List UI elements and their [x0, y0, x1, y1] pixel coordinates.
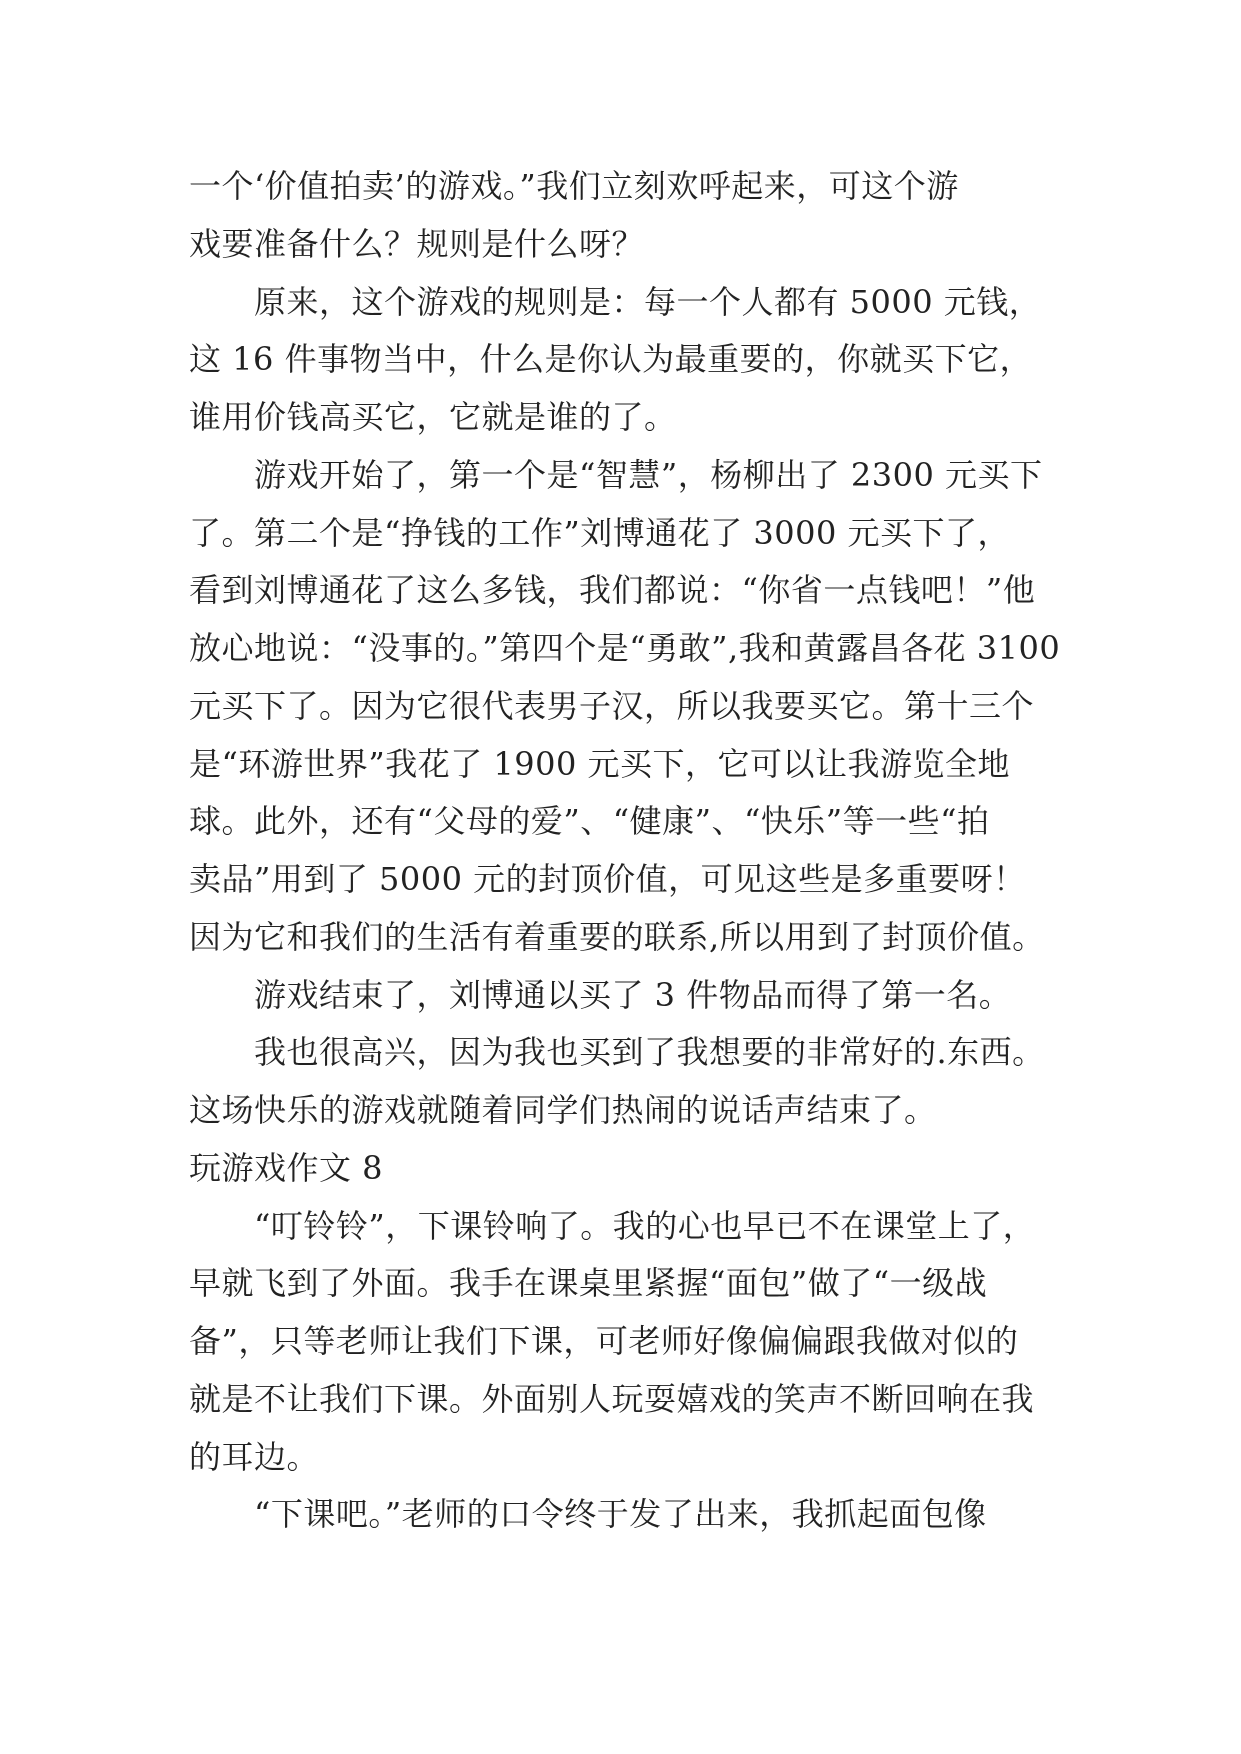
paragraph-start-line: 我也很高兴，因为我也买到了我想要的非常好的.东西。 — [254, 1033, 1045, 1071]
text-line: 戏要准备什么？规则是什么呀？ — [189, 225, 645, 263]
text-line: 看到刘博通花了这么多钱，我们都说：“你省一点钱吧！”他 — [189, 571, 1036, 609]
text-line: 就是不让我们下课。外面别人玩耍嬉戏的笑声不断回响在我 — [189, 1380, 1035, 1418]
text-line: 谁用价钱高买它，它就是谁的了。 — [189, 398, 677, 436]
paragraph-start-line: 原来，这个游戏的规则是：每一个人都有 5000 元钱， — [254, 283, 1042, 321]
text-line: 了。第二个是“挣钱的工作”刘博通花了 3000 元买下了， — [189, 514, 1011, 552]
text-line: 早就飞到了外面。我手在课桌里紧握“面包”做了“一级战 — [189, 1264, 988, 1302]
paragraph-start-line: “叮铃铃”，下课铃响了。我的心也早已不在课堂上了， — [254, 1207, 1036, 1245]
text-line: 这场快乐的游戏就随着同学们热闹的说话声结束了。 — [189, 1091, 937, 1129]
paragraph-start-line: “下课吧。”老师的口令终于发了出来，我抓起面包像 — [254, 1495, 987, 1533]
section-heading: 玩游戏作文 8 — [189, 1149, 384, 1187]
paragraph-start-line: 游戏开始了，第一个是“智慧”，杨柳出了 2300 元买下 — [254, 456, 1043, 494]
text-line: 是“环游世界”我花了 1900 元买下，它可以让我游览全地 — [189, 745, 1011, 783]
text-line: 因为它和我们的生活有着重要的联系,所以用到了封顶价值。 — [189, 918, 1045, 956]
text-line: 球。此外，还有“父母的爱”、“健康”、“快乐”等一些“拍 — [189, 802, 990, 840]
paragraph-start-line: 游戏结束了，刘博通以买了 3 件物品而得了第一名。 — [254, 976, 1012, 1014]
text-line: 这 16 件事物当中，什么是你认为最重要的，你就买下它， — [189, 340, 1033, 378]
text-line: 元买下了。因为它很代表男子汉，所以我要买它。第十三个 — [189, 687, 1035, 725]
text-line: 一个‘价值拍卖’的游戏。”我们立刻欢呼起来，可这个游 — [189, 167, 959, 205]
text-line: 卖品”用到了 5000 元的封顶价值，可见这些是多重要呀！ — [189, 860, 1026, 898]
text-line: 备”，只等老师让我们下课，可老师好像偏偏跟我做对似的 — [189, 1322, 1019, 1360]
text-line: 放心地说：“没事的。”第四个是“勇敢”,我和黄露昌各花 3100 — [189, 629, 1061, 667]
text-line: 的耳边。 — [189, 1438, 320, 1476]
